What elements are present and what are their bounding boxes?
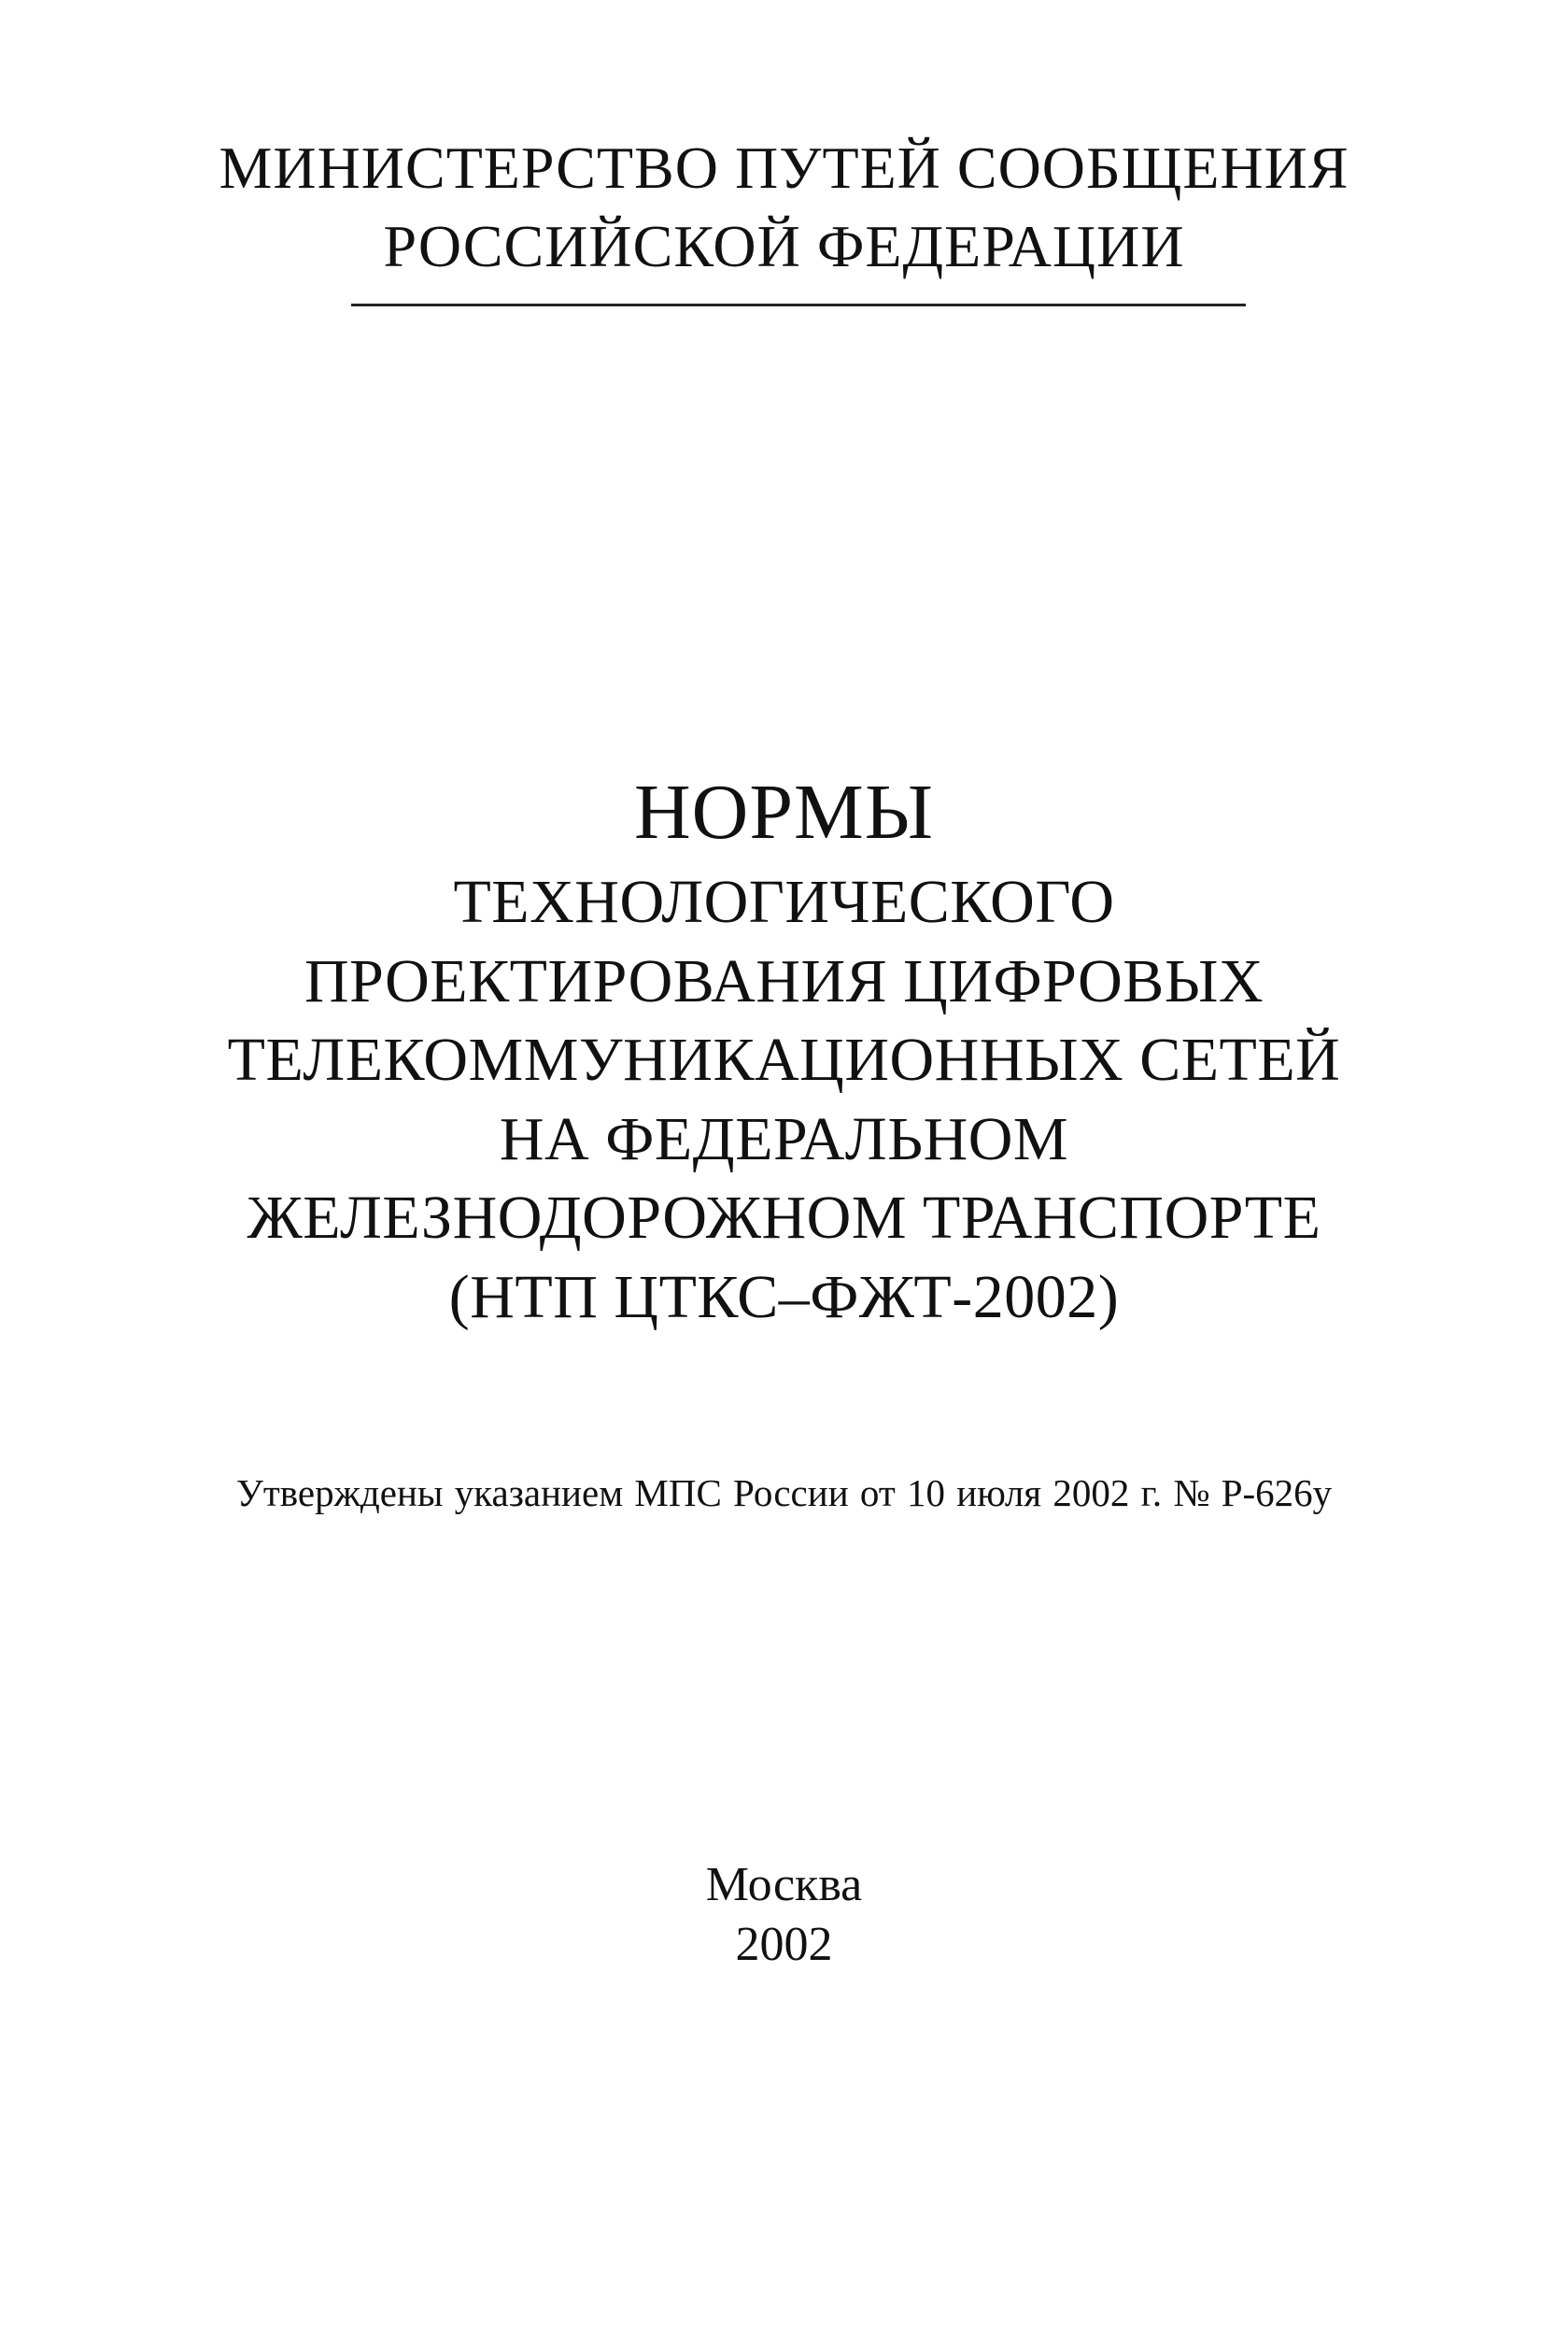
subtitle-line: ЖЕЛЕЗНОДОРОЖНОМ ТРАНСПОРТЕ: [247, 1184, 1321, 1252]
subtitle-line: НА ФЕДЕРАЛЬНОМ: [499, 1104, 1069, 1173]
subtitle-line: ТЕХНОЛОГИЧЕСКОГО: [453, 868, 1115, 936]
ministry-header: [0, 129, 1568, 286]
header-divider: [351, 304, 1246, 306]
approval-note: Утверждены указанием МПС России от 10 июля 2002 г. № Р-626у: [235, 1471, 1333, 1514]
subtitle-line: ПРОЕКТИРОВАНИЯ ЦИФРОВЫХ: [304, 946, 1264, 1015]
subtitle-line: ТЕЛЕКОММУНИКАЦИОННЫХ СЕТЕЙ: [227, 1026, 1341, 1094]
imprint-city: Москва: [705, 1858, 863, 1911]
subtitle-line: (НТП ЦТКС–ФЖТ-2002): [448, 1262, 1120, 1331]
imprint-year: 2002: [735, 1918, 833, 1971]
document-subtitle: [0, 863, 1568, 1337]
ministry-line: МИНИСТЕРСТВО ПУТЕЙ СООБЩЕНИЯ: [219, 135, 1349, 201]
document-title: НОРМЫ: [634, 769, 934, 856]
ministry-line: РОССИЙСКОЙ ФЕДЕРАЦИИ: [383, 213, 1185, 279]
imprint: [0, 1855, 1568, 1975]
